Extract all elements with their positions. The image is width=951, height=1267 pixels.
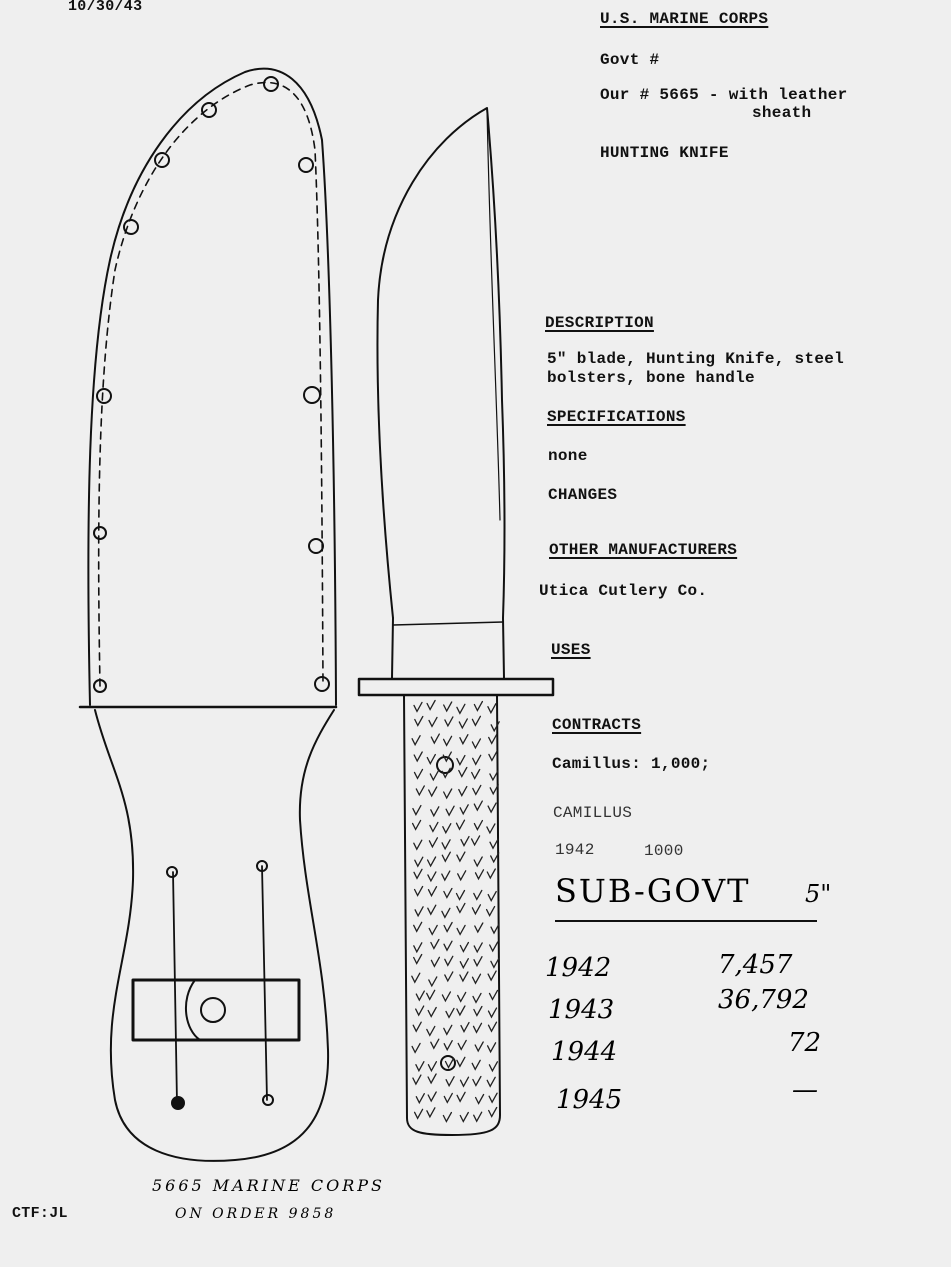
- our-number-line1: Our # 5665 - with leather: [600, 86, 848, 104]
- changes-heading: CHANGES: [548, 486, 618, 504]
- row-year: 1942: [545, 953, 612, 983]
- contracts-value: Camillus: 1,000;: [552, 755, 711, 773]
- our-number-line2: sheath: [752, 104, 812, 122]
- govt-number-label: Govt #: [600, 51, 660, 69]
- other-manufacturers-value: Utica Cutlery Co.: [539, 582, 708, 600]
- caption-line1: 5665 MARINE CORPS: [152, 1176, 386, 1195]
- sheath-belt-section: [95, 710, 334, 1161]
- description-line1: 5" blade, Hunting Knife, steel: [547, 350, 845, 368]
- contracts-heading: CONTRACTS: [552, 716, 642, 734]
- camillus-label: CAMILLUS: [553, 804, 633, 822]
- row-qty: —: [792, 1075, 818, 1105]
- sub-govt-title: SUB-GOVT: [555, 872, 751, 910]
- row-year: 1945: [556, 1085, 623, 1115]
- knife-blade: [377, 108, 504, 618]
- snap-plate: [133, 980, 299, 1040]
- row-qty: 36,792: [718, 985, 809, 1015]
- date-stamp: 10/30/43: [68, 0, 143, 15]
- camillus-qty: 1000: [644, 842, 684, 860]
- row-qty: 7,457: [718, 950, 793, 980]
- other-manufacturers-heading: OTHER MANUFACTURERS: [549, 541, 738, 559]
- sub-govt-underline: [555, 920, 817, 922]
- knife-guard: [359, 679, 553, 695]
- row-year: 1944: [551, 1037, 618, 1067]
- row-qty: 72: [788, 1028, 822, 1058]
- caption-line2: ON ORDER 9858: [175, 1206, 337, 1222]
- specifications-value: none: [548, 447, 588, 465]
- description-heading: DESCRIPTION: [545, 314, 654, 332]
- sheath-stitching: [99, 83, 323, 686]
- item-name: HUNTING KNIFE: [600, 144, 729, 162]
- uses-heading: USES: [551, 641, 591, 659]
- header-title: U.S. MARINE CORPS: [600, 10, 769, 28]
- row-year: 1943: [548, 995, 615, 1025]
- description-line2: bolsters, bone handle: [547, 369, 755, 387]
- camillus-year: 1942: [555, 841, 595, 859]
- sub-govt-size: 5": [805, 880, 832, 908]
- specifications-heading: SPECIFICATIONS: [547, 408, 686, 426]
- initials: CTF:JL: [12, 1205, 68, 1222]
- handle-jigging-marks: [412, 701, 499, 1122]
